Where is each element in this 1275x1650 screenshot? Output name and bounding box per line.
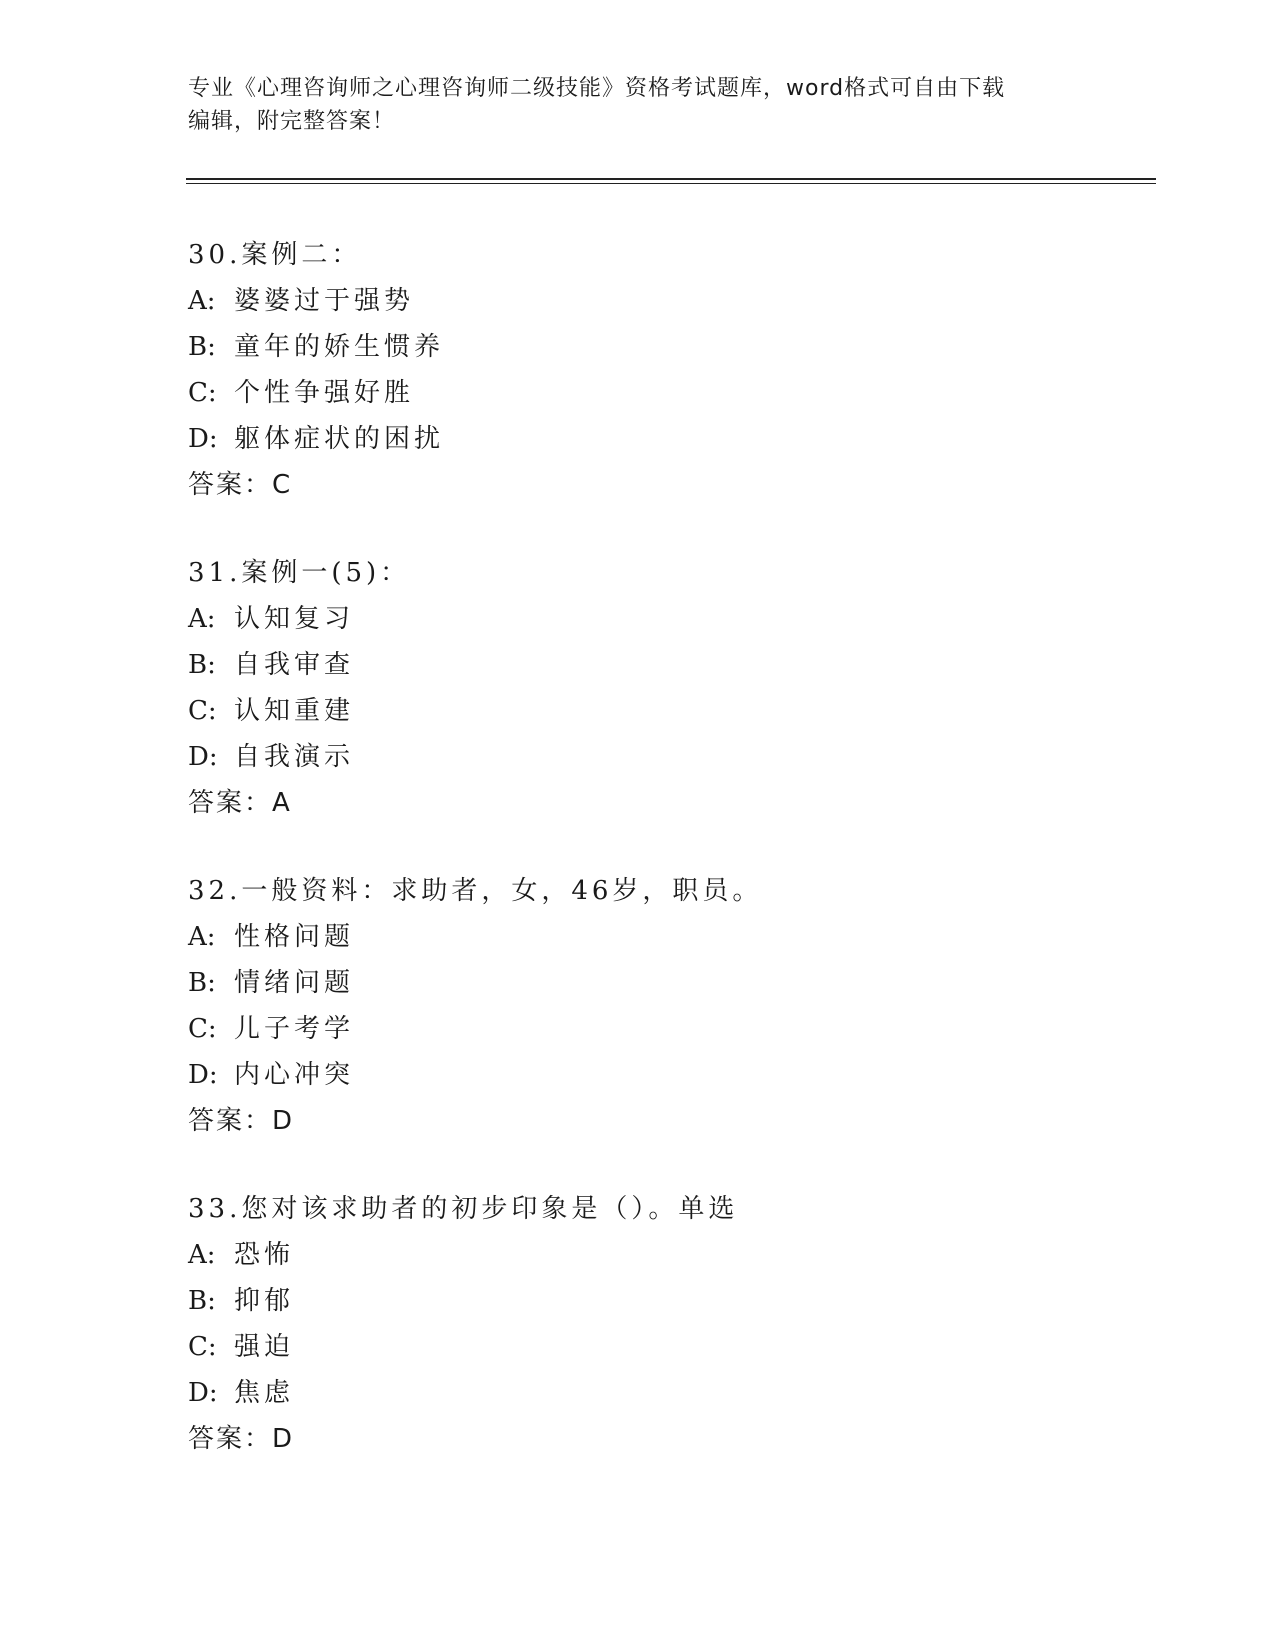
option-text: 童年的娇生惯养 xyxy=(234,332,445,362)
option-d xyxy=(188,1370,1088,1416)
option-key: A: xyxy=(188,922,216,952)
option-key: A: xyxy=(188,1240,216,1270)
answer-line: 答案：D xyxy=(188,1106,295,1136)
document-header xyxy=(188,72,1088,138)
option-c xyxy=(188,1006,1088,1052)
option-key: A: xyxy=(188,604,216,634)
option-text: 内心冲突 xyxy=(234,1060,355,1090)
answer-line: 答案：D xyxy=(188,1424,295,1454)
option-text: 情绪问题 xyxy=(234,968,355,998)
header-divider-thick xyxy=(186,178,1156,180)
option-a xyxy=(188,596,1088,642)
option-text: 强迫 xyxy=(234,1332,295,1362)
option-key: D: xyxy=(188,424,218,454)
option-b xyxy=(188,324,1088,370)
option-a xyxy=(188,1232,1088,1278)
option-text: 性格问题 xyxy=(234,922,355,952)
option-key: B: xyxy=(188,650,216,680)
option-c xyxy=(188,370,1088,416)
option-d xyxy=(188,734,1088,780)
option-text: 躯体症状的困扰 xyxy=(234,424,445,454)
option-key: D: xyxy=(188,1378,218,1408)
option-key: C: xyxy=(188,1332,217,1362)
option-key: D: xyxy=(188,1060,218,1090)
option-key: C: xyxy=(188,696,217,726)
option-text: 自我演示 xyxy=(234,742,355,772)
option-text: 抑郁 xyxy=(234,1286,295,1316)
option-d xyxy=(188,416,1088,462)
answer-line: 答案：C xyxy=(188,470,293,500)
option-text: 婆婆过于强势 xyxy=(234,286,415,316)
option-d xyxy=(188,1052,1088,1098)
option-key: C: xyxy=(188,1014,217,1044)
option-text: 恐怖 xyxy=(234,1240,295,1270)
option-a xyxy=(188,278,1088,324)
option-text: 认知复习 xyxy=(234,604,355,634)
option-text: 个性争强好胜 xyxy=(234,378,415,408)
header-line-1: 专业《心理咨询师之心理咨询师二级技能》资格考试题库，word格式可自由下载 xyxy=(188,76,1006,101)
question-title: 32.一般资料：求助者，女，46岁，职员。 xyxy=(188,876,763,906)
question-title: 33.您对该求助者的初步印象是（）。单选 xyxy=(188,1194,739,1224)
question-33 xyxy=(188,1186,1088,1462)
option-text: 自我审查 xyxy=(234,650,355,680)
option-c xyxy=(188,1324,1088,1370)
option-key: B: xyxy=(188,332,216,362)
option-key: B: xyxy=(188,1286,216,1316)
question-title: 30.案例二： xyxy=(188,240,362,270)
option-b xyxy=(188,642,1088,688)
question-title: 31.案例一(5)： xyxy=(188,558,411,588)
question-31 xyxy=(188,550,1088,826)
header-line-2: 编辑，附完整答案！ xyxy=(188,109,396,134)
option-key: D: xyxy=(188,742,218,772)
option-c xyxy=(188,688,1088,734)
option-key: B: xyxy=(188,968,216,998)
option-b xyxy=(188,960,1088,1006)
option-a xyxy=(188,914,1088,960)
option-text: 焦虑 xyxy=(234,1378,295,1408)
question-30 xyxy=(188,232,1088,508)
option-text: 儿子考学 xyxy=(234,1014,355,1044)
option-key: A: xyxy=(188,286,216,316)
option-text: 认知重建 xyxy=(234,696,355,726)
question-32 xyxy=(188,868,1088,1144)
option-key: C: xyxy=(188,378,217,408)
answer-line: 答案：A xyxy=(188,788,292,818)
option-b xyxy=(188,1278,1088,1324)
header-divider-thin xyxy=(186,183,1156,184)
